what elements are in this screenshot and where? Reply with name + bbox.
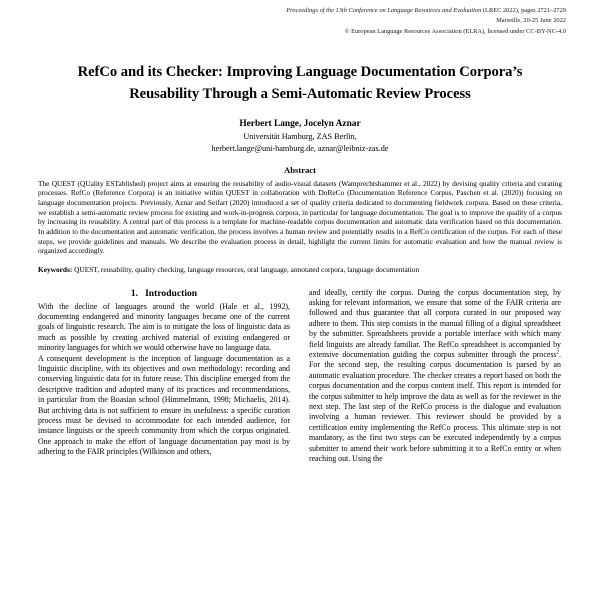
header-pages: (LREC 2022), pages 2721–2729 [481,7,566,14]
body-columns [0,288,600,465]
section-heading-introduction [38,288,290,299]
keywords-line [0,265,600,275]
header-proceedings-title: Proceedings of the 13th Conference on Language Resources and Evaluation [286,7,482,14]
paragraph: A consequent development is the inception of language documentation as a linguistic discipline, with its objectives and own methodology: recording and conserving linguistic data for its future reuse. This discipline emerged from the descriptive tradition and adopted many of its practices and recommendations, in particular from the Boasian school (Himmelmann, 1998; Michaelis, 2014). But archiving data is not sufficient to ensure its usefulness: a specific curation process must be devised to accommodate for each intended audience, for instance linguists or the speech community from which the corpus originated. One approach to make the effort of language documentation pay most is by adhering to the FAIR principles (Wilkinson and others, [38,353,290,457]
author-emails: herbert.lange@uni-hamburg.de, aznar@leibniz-zas.de [211,143,389,153]
keywords-label: Keywords: [38,264,73,274]
paragraph-text-end: . For the second step, the resulting corpus documentation is parsed by an automatic evaluation procedure. The checker creates a report based on both the corpus documentation and the corpus content itself. This report is intended for the corpus submitter to help improve the data as well as for the reviewer in the next step. The last step of the RefCo process is the dialogue and evaluation involving a human reviewer. This reviewer should be provided by a certification entity implementing the RefCo process. This ultimate step is not mandatory, as the first two steps can be executed independently by a corpus submitter to amend their work before submitting it to a RefCo entity or when reaching out. Using the [309,350,561,464]
header-license: © European Language Resources Association (ELRA), licensed under CC-BY-NC-4.0 [344,27,566,35]
page-title: RefCo and its Checker: Improving Language Documentation Corpora’s Reusability Through a Semi-Automatic Review Process [77,64,523,103]
left-column [38,288,290,458]
title-block [0,61,600,105]
paragraph-text-start: and ideally, certify the corpus. During the corpus documentation step, by asking for relevant information, we ensure that some of the FAIR criteria are followed and thus guarantee that all corpora curated in our proposed way adhere to them. This step consists in the manual filling of a digital spreadsheet by the submitter. Spreadsheets provide a portable interface with which many field linguists are already familiar. The RefCo spreadsheet is accompanied by extensive documentation guiding the corpus submitter through the process [309,287,561,360]
header-venue-date: Marseille, 20-25 June 2022 [496,17,566,25]
footnote-marker: 2 [556,349,560,356]
abstract-text: The QUEST (QUality ESTablished) project aims at ensuring the reusability of audio-visual datasets (Wamprechtshammer et al., 2022) by devising quality criteria and curating processes. RefCo (Reference Corpora) is an initiative within QUEST in collaboration with DoReCo (Documentation Reference Corpus, Paschen et al. (2020)) focusing on language documentation projects. Previously, Aznar and Seifart (2020) introduced a set of quality criteria dedicated to documenting fieldwork corpora. Based on these criteria, we establish a semi-automatic review process for existing and work-in-progress corpora, in particular for language documentation. The goal is to improve the quality of a corpus by increasing its reusability. A central part of this process is a template for machine-readable corpus documentation and automatic data verification based on this documentation. In addition to the documentation and automatic verification, the process involves a human review and potentially results in a RefCo certification of the corpus. For each of these steps, we provide guidelines and manuals. We describe the evaluation process in detail, highlight the current limits for automatic evaluation and how the manual review is organized accordingly. [38,178,562,256]
section-title: Introduction [145,287,198,299]
author-affiliation: Universität Hamburg, ZAS Berlin, [243,131,357,141]
right-column [309,288,561,465]
authors-block [0,118,600,154]
keywords-text: QUEST, reusability, quality checking, language resources, oral language, annotated corpora, language documentation [72,264,420,274]
paragraph: With the decline of languages around the world (Hale et al., 1992), documenting endangered and minority languages became one of the current goals of linguistic research. The aim is to mitigate the loss of linguistic data as much as possible by creating archived material of existing endangered or minority languages for which we would otherwise have no language data. [38,301,290,353]
abstract-heading: Abstract [284,164,316,175]
paragraph [309,288,561,465]
publication-header [0,0,600,37]
author-names: Herbert Lange, Jocelyn Aznar [239,119,361,130]
header-proceedings-line [34,6,566,16]
section-number: 1. [130,287,139,299]
